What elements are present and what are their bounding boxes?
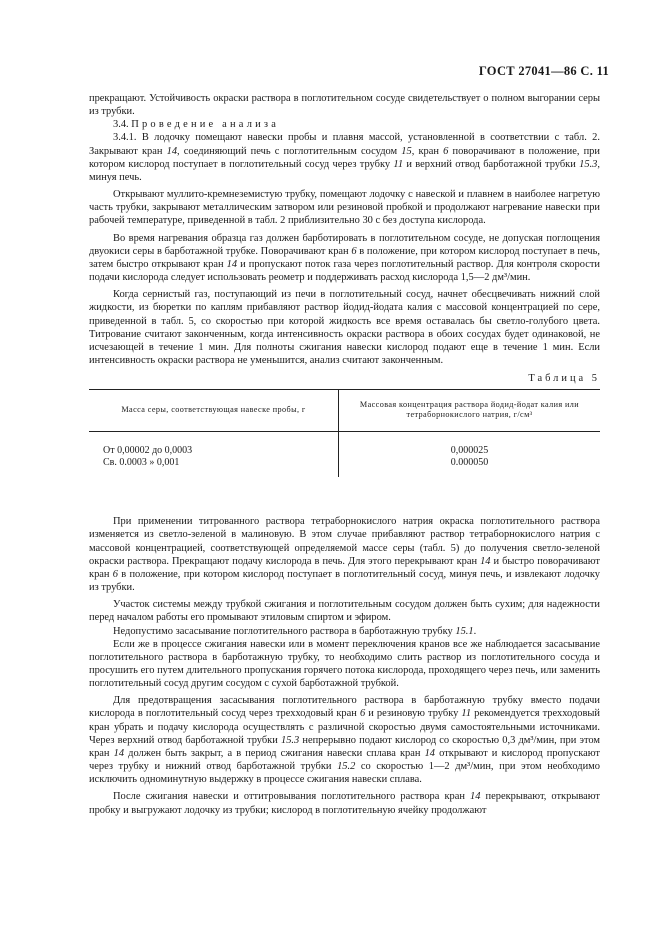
paragraph-after-burning: После сжигания навески и оттитровывания поглотительного раствора кран 14 перекрывают, открывают пробку и выгружают лодочку из трубки; кислород в поглотительную ячейку продолжают — [89, 791, 600, 816]
paragraph-borax: При применении титрованного раствора тетраборнокислого натрия окраска поглотительного раствора изменяется из светло-зеленой в малиновую. В этом случае прибавляют раствор тетраборнокислого натрия с массовой концентрацией, соответствующей определяемой массе серы (табл. 5) до получения светло-зеленой окраски раствора. Прекращают подачу кислорода в печь. Для этого перекрывают кран 14 и быстро поворачивают кран 6 в положение, при котором кислород поступает в поглотительный сосуд, минуя печь, и извлекают лодочку из трубки. — [89, 516, 600, 594]
paragraph-tube: Открывают муллито-кремнеземистую трубку, помещают лодочку с навеской и плавнем в наиболее нагретую часть трубки, закрывают металлическим затвором или резиновой пробкой и продолжают нагревание навески при рабочей температуре, приведенной в табл. 2 приблизительно 30 с без доступа кислорода. — [89, 189, 600, 227]
table-5 — [89, 389, 600, 477]
section-number: 3.4. — [113, 119, 129, 131]
paragraph-heating: Во время нагревания образца газ должен барботировать в поглотительном сосуде, не допуская поглощения двуокиси серы в барботажной трубке. Поворачивают кран 6 в положение, при котором кислород поступает в печь, затем быстро открывают кран 14 и пропускают поток газа через поглотительный раствор. Для контроля скорости подачи кислорода следует использовать реометр и поддерживать расход кислорода 1,5—2 дм³/мин. — [89, 232, 600, 284]
paragraph-3-4-1: 3.4.1. В лодочку помещают навески пробы и плавня массой, установленной в соответствии с табл. 2. Закрывают кран 14, соединяющий печь с поглотительным сосудом 15, кран 6 поворачивают в положение, при котором кислород поступает в поглотительный сосуд через трубку 11 и верхний отвод барботажной трубки 15.3, минуя печь. — [89, 132, 600, 183]
paragraph-titration: Когда сернистый газ, поступающий из печи в поглотительный сосуд, начнет обесцвечивать нижний слой жидкости, из бюретки по каплям прибавляют раствор йодид-йодата калия с массовой концентрацией по сере, приведенной в табл. 5, со скоростью при которой жидкость все время оставалась бы светло-голубого цвета. Титрование считают законченным, когда интенсивность окраски раствора в обоих сосудах будет одинаковой, не исчезающей в течение 1 мин. Для полноты сжигания навески кислород подают еще в течение 1 мин. Если интенсивность окраски раствора не уменьшится, анализ считают законченным. — [89, 289, 600, 366]
table-cell-mass: Св. 0.0003 » 0,001 — [103, 456, 180, 468]
paragraph-prevention: Для предотвращения засасывания поглотительного раствора в барботажную трубку вместо подачи кислорода в поглотительный сосуд через трехходовый кран 6 и резиновую трубку 11 рекомендуется трехходовый кран убрать и подачу кислорода осуществлять с различной скоростью двумя самостоятельными источниками. Через верхний отвод барботажной трубки 15.3 непрерывно подают кислород со скоростью 0,3 дм³/мин, при этом кран 14 должен быть закрыт, а в период сжигания навески сплава кран 14 открывают и кислород пропускают через трубку и нижний отвод барботажной трубки 15.2 со скоростью 1—2 дм³/мин, при этом необходимо исключить одноминутную выдержку в процессе сжигания навески сплава. — [89, 695, 601, 786]
table-cell-concentration: 0,000025 — [450, 445, 489, 457]
paragraph-continuation: прекращают. Устойчивость окраски раствора в поглотительном сосуде свидетельствует о полном выгорании серы из трубки. — [89, 93, 600, 118]
section-title: Проведение анализа — [131, 119, 280, 131]
paragraph-suction: Если же в процессе сжигания навески или в момент переключения кранов все же наблюдается засасывание поглотительного раствора в барботажную трубку, то необходимо слить раствор из поглотительного сосуда и просушить его путем длительного пропускания горячего потока кислорода, проходящего через печь, или заменить поглотительный сосуд другим сосудом с сухой барботажной трубкой. — [89, 638, 600, 690]
table-header-mass: Масса серы, соответствующая навеске пробы, г — [89, 390, 339, 432]
table-cell-mass: От 0,00002 до 0,0003 — [103, 445, 193, 457]
paragraph-warning: Недопустимо засасывание поглотительного раствора в барботажную трубку 15.1. — [113, 625, 477, 637]
paragraph-dry-section: Участок системы между трубкой сжигания и поглотительным сосудом должен быть сухим; для надежности перед началом работы его промывают этиловым спиртом и эфиром. — [89, 599, 600, 624]
table-cell-concentration: 0.000050 — [450, 456, 489, 468]
table-row — [89, 432, 600, 478]
page-header: ГОСТ 27041—86 С. 11 — [478, 64, 609, 78]
section-heading — [89, 118, 600, 131]
document-body — [89, 92, 600, 817]
table-header-concentration: Массовая концентрация раствора йодид-йодат калия или тетраборнокислого натрия, г/см³ — [339, 390, 601, 432]
table-label: Таблица 5 — [528, 373, 600, 385]
